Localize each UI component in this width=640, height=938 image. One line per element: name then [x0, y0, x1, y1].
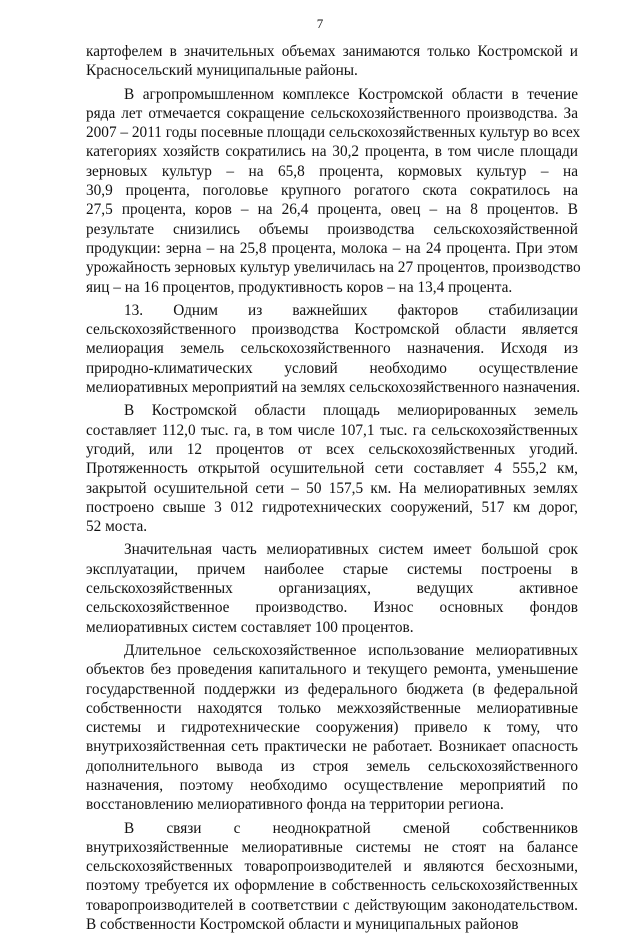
text-line: природно-климатических условий необходимо осуществление [86, 359, 578, 377]
text-line: эксплуатации, причем наиболее старые системы построены в [86, 560, 578, 578]
text-line: сельскохозяйственных организациях, ведущих активное [86, 580, 578, 598]
text-line: В собственности Костромской области и муниципальных районов [86, 916, 519, 934]
text-line: системы и гидротехнические сооружения) привело к тому, что [86, 719, 578, 737]
text-line: яиц – на 16 процентов, продуктивность коров – на 13,4 процента. [86, 278, 513, 296]
document-body [86, 42, 581, 938]
text-line: ряда лет отмечается сокращение сельскохозяйственного производства. За [86, 104, 578, 122]
text-line: восстановлению мелиоративного фонда на территории региона. [86, 796, 504, 814]
text-line: В связи с неоднократной сменой собственников [124, 819, 578, 837]
text-line: построено свыше 3 012 гидротехнических сооружений, 517 км дорог, [86, 498, 578, 516]
text-line: собственности находятся только межхозяйственные мелиоративные [86, 699, 578, 717]
text-line: 52 моста. [86, 518, 148, 536]
text-line: составляет 112,0 тыс. га, в том числе 107,1 тыс. га сельскохозяйственных [86, 421, 578, 439]
text-line: 27,5 процента, коров – на 26,4 процента, овец – на 8 процентов. В [86, 201, 578, 219]
paragraph [86, 819, 578, 935]
text-line: государственной поддержки из федерального бюджета (в федеральной [86, 680, 578, 698]
text-line: Длительное сельскохозяйственное использование мелиоративных [124, 641, 578, 659]
text-line: 2007 – 2011 годы посевные площади сельскохозяйственных культур во всех [86, 124, 581, 142]
text-line: картофелем в значительных объемах занимаются только Костромской и [86, 43, 578, 60]
text-line: мелиоративных систем составляет 100 процентов. [86, 618, 414, 636]
text-line: закрытой осушительной сети – 50 157,5 км. На мелиоративных землях [86, 479, 578, 497]
paragraph [86, 301, 581, 397]
text-line: назначения, поэтому необходимо осуществление мероприятий по [86, 776, 578, 794]
text-line: В агропромышленном комплексе Костромской области в течение [124, 85, 578, 103]
text-line: 30,9 процента, поголовье крупного рогатого скота сократилось на [86, 182, 578, 200]
text-line: Красносельский муниципальные районы. [86, 62, 358, 80]
text-line: сельскохозяйственное производство. Износ основных фондов [86, 599, 578, 617]
text-line: объектов без проведения капитального и текущего ремонта, уменьшение [86, 661, 578, 679]
text-line: результате снизились объемы производства сельскохозяйственной [86, 220, 578, 238]
page-number: 7 [316, 16, 324, 31]
text-line: товаропроизводителей в соответствии с действующим законодательством. [86, 896, 578, 914]
text-line: поэтому требуется их оформление в собственность сельскохозяйственных [86, 877, 578, 895]
text-line: урожайность зерновых культур увеличилась на 27 процентов, производство [86, 259, 581, 277]
paragraph [86, 401, 578, 536]
text-line: Значительная часть мелиоративных систем имеет большой срок [124, 541, 578, 559]
paragraph [86, 540, 578, 636]
text-line: угодий, или 12 процентов от всех сельскохозяйственных угодий. [86, 440, 578, 458]
text-line: В Костромской области площадь мелиорированных земель [124, 402, 578, 420]
text-line: сельскохозяйственных товаропроизводителей и являются бесхозными, [86, 858, 578, 876]
text-line: мелиорация земель сельскохозяйственного назначения. Исходя из [86, 340, 578, 358]
paragraph [86, 85, 581, 297]
text-line: Протяженность открытой осушительной сети составляет 4 555,2 км, [86, 460, 578, 478]
text-line: мелиоративных мероприятий на землях сельскохозяйственного назначения. [86, 379, 581, 397]
text-line: дополнительного вывода из строя земель сельскохозяйственного [86, 757, 578, 775]
text-line: внутрихозяйственные мелиоративные системы не стоят на балансе [86, 838, 578, 856]
text-line: 13. Одним из важнейших факторов стабилизации [124, 301, 578, 319]
paragraph [86, 42, 578, 81]
text-line: категориях хозяйств сократились на 30,2 процента, в том числе площади [86, 143, 578, 161]
text-line: продукции: зерна – на 25,8 процента, молока – на 24 процента. При этом [86, 239, 578, 257]
paragraph [86, 641, 578, 815]
text-line: внутрихозяйственная сеть практически не работает. Возникает опасность [86, 738, 578, 756]
text-line: зерновых культур – на 65,8 процента, кормовых культур – на [86, 162, 578, 180]
text-line: сельскохозяйственного производства Костромской области является [86, 321, 578, 339]
